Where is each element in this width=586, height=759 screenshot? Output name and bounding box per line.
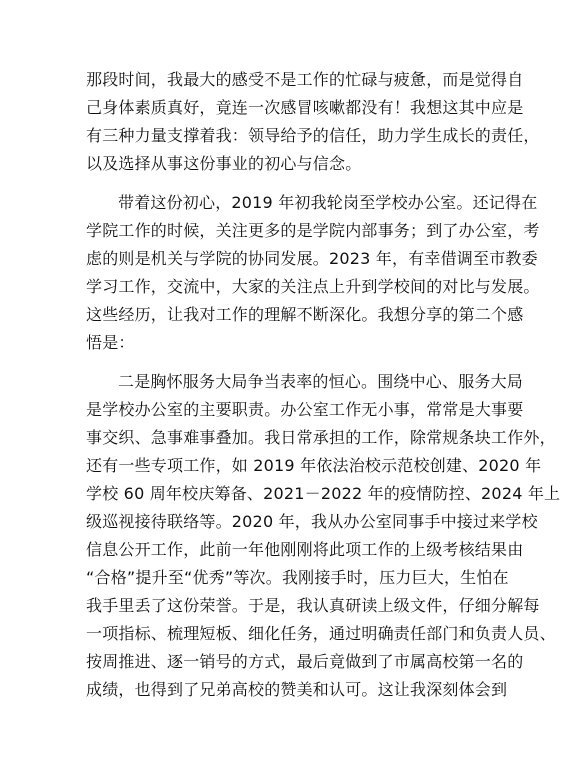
paragraph-1 [86,66,540,178]
text-line: 学院工作的时候，关注更多的是学院内部事务；到了办公室，考 [86,221,540,240]
paragraph-spacer [86,178,506,189]
paragraph-spacer [86,357,506,368]
paragraph-3 [86,368,561,704]
text-line: 我手里丢了这份荣誉。于是，我认真研读上级文件，仔细分解每 [86,596,540,615]
text-line: 事交织、急事难事叠加。我日常承担的工作，除常规条块工作外， [86,428,556,447]
document-body [86,66,561,704]
text-line: 悟是： [86,333,135,352]
text-line: 级巡视接待联络等。2020 年，我从办公室同事手中接过来学校 [86,512,538,531]
paragraph-2 [86,189,540,357]
text-line: 是学校办公室的主要职责。办公室工作无小事，常常是大事要 [86,400,524,419]
text-line: 带着这份初心，2019 年初我轮岗至学校办公室。还记得在 [118,193,538,212]
text-line: 以及选择从事这份事业的初心与信念。 [86,154,362,173]
text-line: 成绩，也得到了兄弟高校的赞美和认可。这让我深刻体会到 [86,680,508,699]
text-line: 一项指标、梳理短板、细化任务，通过明确责任部门和负责人员、 [86,624,556,643]
text-line: 己身体素质真好，竟连一次感冒咳嗽都没有！我想这其中应是 [86,98,524,117]
text-line: 二是胸怀服务大局争当表率的恒心。围绕中心、服务大局 [118,372,524,391]
text-line: 按周推进、逐一销号的方式，最后竟做到了市属高校第一名的 [86,652,524,671]
text-line: 虑的则是机关与学院的协同发展。2023 年，有幸借调至市教委 [86,249,538,268]
text-line: 那段时间，我最大的感受不是工作的忙碌与疲惫，而是觉得自 [86,70,524,89]
text-line: 学习工作，交流中，大家的关注点上升到学校间的对比与发展。 [86,277,540,296]
text-line: “合格”提升至“优秀”等次。我刚接手时，压力巨大，生怕在 [86,568,509,587]
text-line: 有三种力量支撑着我：领导给予的信任，助力学生成长的责任， [86,126,540,145]
text-line: 学校 60 周年校庆筹备、2021－2022 年的疫情防控、2024 年上 [86,484,561,503]
text-line: 还有一些专项工作，如 2019 年依法治校示范校创建、2020 年 [86,456,542,475]
text-line: 信息公开工作，此前一年他刚刚将此项工作的上级考核结果由 [86,540,524,559]
text-line: 这些经历，让我对工作的理解不断深化。我想分享的第二个感 [86,305,524,324]
